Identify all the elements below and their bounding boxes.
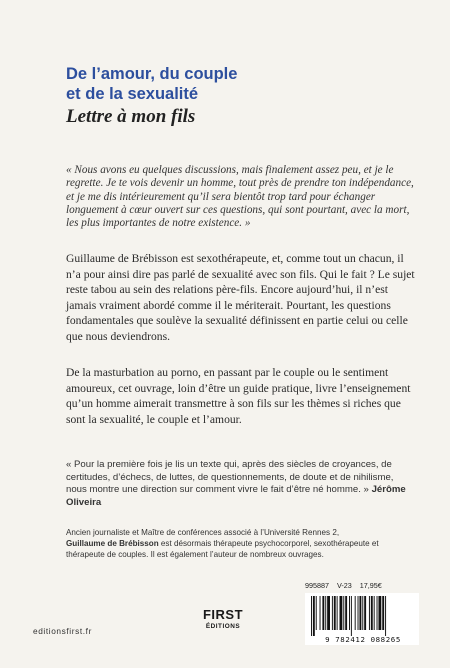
bio-author-name: Guillaume de Brébisson (66, 539, 159, 548)
barcode-bar (385, 596, 386, 636)
barcode-bar (362, 596, 363, 630)
publisher-logo-text: FIRST (202, 607, 244, 622)
barcode-bar (327, 596, 330, 630)
barcode-bar (355, 596, 356, 630)
barcode-bar (382, 596, 384, 630)
bio-intro: Ancien journaliste et Maître de conférences associé à l’Université Rennes 2, (66, 528, 340, 537)
barcode-bar (343, 596, 344, 630)
body-paragraph-2: De la masturbation au porno, en passant par le couple ou le sentiment amoureux, cet ouvrage, loin d’être un guide pratique, livre l’enseignement qu’un homme aimerait transmettre à son fils sur les thèmes si riches que sont la sexualité, le couple et l’amour. (66, 366, 411, 426)
barcode-bar (359, 596, 361, 630)
body-paragraph-1: Guillaume de Brébisson est sexothérapeute, et, comme tout un chacun, il n’a pour ainsi dire pas parlé de sexualité avec son fils. Qui le fait ? Le sujet reste tabou au sein des relations père-fils. Encore aujourd’hui, il n’est jamais vraiment abordé comme il le mériterait. Pourtant, les questions fondamentales que soulève la sexualité définissent en partie celui ou celle que nous deviendrons. (66, 252, 415, 343)
barcode-bar (325, 596, 326, 630)
barcode-bar (377, 596, 378, 630)
barcode-block (305, 581, 429, 651)
barcode-bar (358, 596, 359, 630)
author-bio (66, 527, 418, 560)
bio-rest: est désormais thérapeute psychocorporel, sexothérapeute et thérapeute de couples. Il est également l’auteur de nombreux ouvrages. (66, 539, 379, 559)
endorsement-quote (66, 459, 416, 509)
barcode-bar (311, 596, 312, 636)
barcode-bar (351, 596, 352, 636)
barcode (305, 593, 419, 645)
barcode-bar (340, 596, 343, 630)
barcode-bar (349, 596, 350, 630)
barcode-bar (337, 596, 338, 630)
barcode-bar (322, 596, 324, 630)
barcode-meta (305, 581, 429, 590)
publisher-website: editionsfirst.fr (33, 626, 92, 636)
product-code: 995887 (305, 581, 329, 590)
barcode-bar (371, 596, 373, 630)
barcode-bar (369, 596, 370, 630)
barcode-bar (320, 596, 321, 630)
barcode-bar (313, 596, 315, 636)
publisher-logo-subtext: ÉDITIONS (205, 623, 241, 630)
barcode-bar (316, 596, 317, 630)
barcode-bar (345, 596, 347, 630)
barcode-bar (378, 596, 381, 630)
barcode-digits: 9 782412 088265 (325, 635, 401, 644)
barcode-bar (364, 596, 366, 630)
barcode-bars (311, 596, 413, 636)
barcode-bar (334, 596, 336, 630)
version-code: V-23 (336, 581, 352, 590)
publisher-logo (195, 607, 251, 630)
price: 17,95€ (359, 581, 382, 590)
barcode-bar (374, 596, 375, 630)
book-title: De l’amour, du couple et de la sexualité (66, 65, 238, 103)
title-block (66, 64, 406, 128)
opening-quote: « Nous avons eu quelques discussions, mais finalement assez peu, et je le regrette. Je te vois devenir un homme, tout près de prendre ton indépendance, et je me dis intérieurement qu’il sera bientôt trop tard pour échanger longuement à cœur ouvert sur ces questions, qui sont pourtant, avec la mort, les plus importantes de notre existence. » (66, 164, 414, 230)
endorsement-author: Jérôme Oliveira (66, 484, 406, 508)
endorsement-text: « Pour la première fois je lis un texte qui, après des siècles de croyances, de certitudes, d’échecs, de luttes, de questionnements, de doute et de nihilisme, nous montre une direction sur comment vivre le fait d’être né homme. » (66, 459, 394, 496)
barcode-bar (332, 596, 333, 630)
book-subtitle: Lettre à mon fils (66, 106, 196, 127)
